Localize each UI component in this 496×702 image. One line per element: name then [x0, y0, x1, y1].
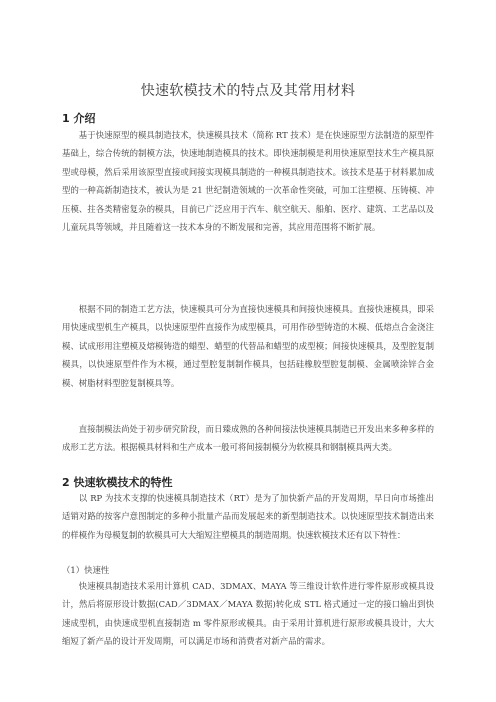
section-heading-soft-mold-features: 2 快速软模技术的特性	[62, 476, 173, 489]
paragraph-feature-speed: 快速模具制造技术采用计算机 CAD、3DMAX、MAYA 等三维设计软件进行零件原形或模具设计，然后将原形设计数据(CAD／3DMAX／MAYA 数据)转化成 STL 格式通过一定的接口输出到快速成型机，由快速成型机直接制造 m 零件原形或模具。由于采用计算机进行原形或模具设计，大大缩短了新产品的设计开发周期，可以满足市场和消费者对新产品的需求。	[62, 581, 434, 647]
feature-item-label: （1）快速性	[62, 565, 110, 575]
section-heading-introduction: 1 介绍	[62, 112, 96, 125]
paragraph-features-1: 以 RP 为技术支撑的快速模具制造技术（RT）是为了加快新产品的开发周期，早日向市场推出适销对路的按客户意图制定的多种小批量产品而发展起来的新型制造技术。以快速原型技术制造出来的样模作为母模复制的软模具可大大缩短注塑模具的制造周期。快速软模技术还有以下特性：	[62, 493, 434, 540]
paragraph-intro-3: 直接制模法尚处于初步研究阶段，而日臻成熟的各种间接法快速模具制造已开发出来多种多样的成形工艺方法。根据模具材料和生产成本一般可将间接制模分为软模具和钢制模具两大类。	[62, 424, 434, 453]
document-title: 快速软模技术的特点及其常用材料	[140, 83, 356, 99]
paragraph-intro-2: 根据不同的制造工艺方法，快速模具可分为直接快速模具和间接快速模具。直接快速模具，即采用快速成型机生产模具，以快速原型件直接作为成型模具，可用作砂型铸造的木模、低熔点合金浇注模、试成形用注塑模及熔模铸造的蜡型、蜡型的代替品和蜡型的成型模；间接快速模具，及型腔复制模具，以快速原型件作为木模，通过型腔复制制作模具，包括硅橡胶型腔复制模、金属喷涂锌合金模、树脂材料型腔复制模具等。	[62, 304, 434, 388]
paragraph-intro-1: 基于快速原型的模具制造技术，快速模具技术（简称 RT 技术）是在快速原型方法制造的原型件基础上，综合传统的制模方法，快速地制造模具的技术。即快速制模是利用快速原型技术生产模具原型或母模，然后采用该原型直接或间接实现模具制造的一种模具制造技术。该技术是基于材料累加成型的一种高新制造技术，被认为是 21 世纪制造领域的一次革命性突破，可加工注塑模、压铸模、冲压模、拄各类精密复杂的模具，目前已广泛应用于汽车、航空航天、船舶、医疗、建筑、工艺品以及儿童玩具等领域，并且随着这一技术本身的不断发展和完善，其应用范围将不断扩展。	[62, 130, 434, 233]
